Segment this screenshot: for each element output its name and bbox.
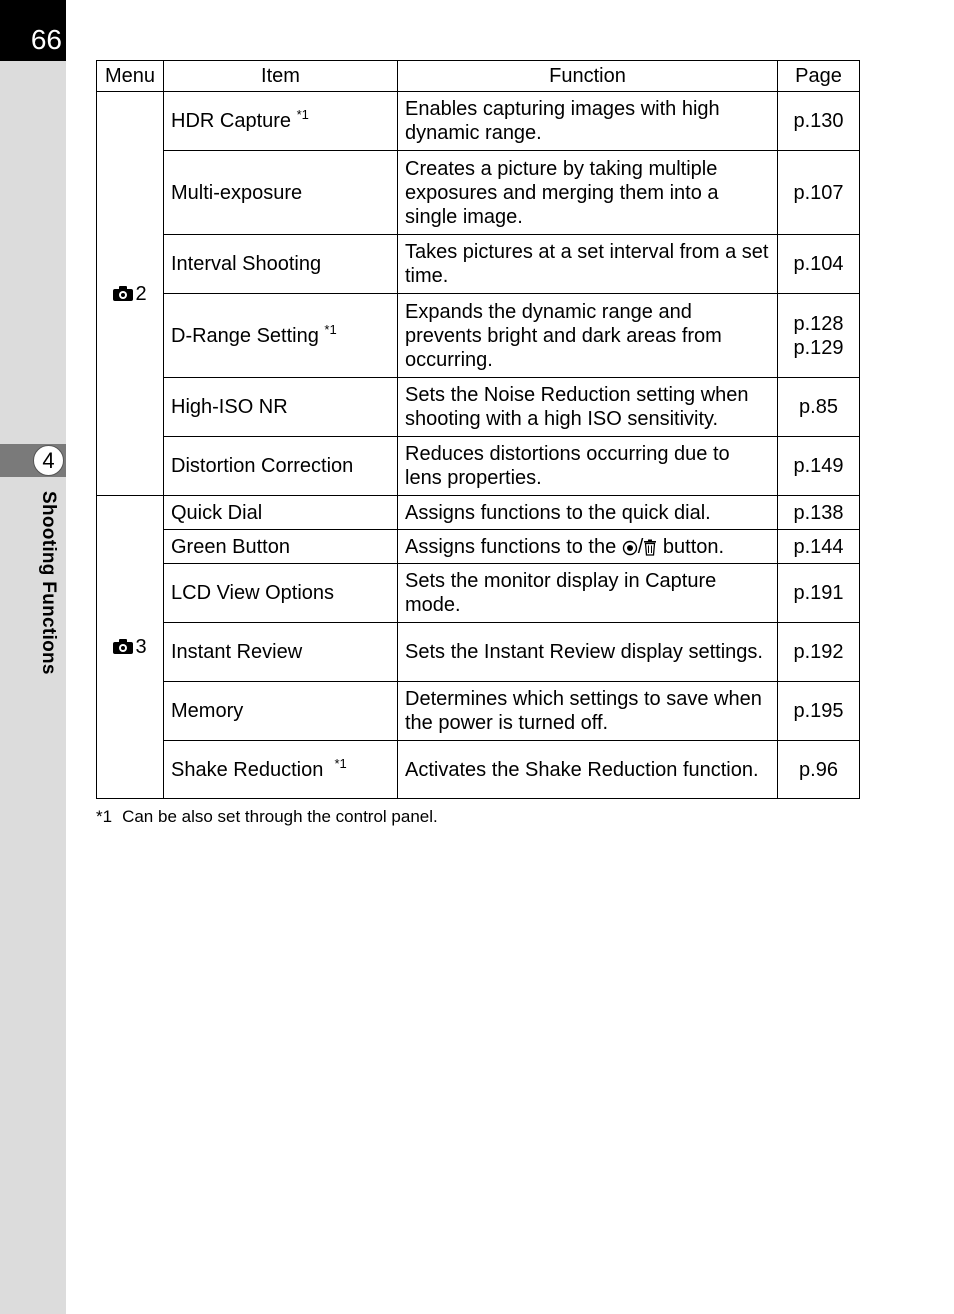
header-item: Item <box>164 61 398 92</box>
menu-cell-capture-3 <box>97 496 164 799</box>
chapter-sidebar <box>0 0 66 1314</box>
table-row <box>97 92 860 151</box>
table-row <box>97 530 860 564</box>
function-cell: Activates the Shake Reduction function. <box>398 741 778 799</box>
function-cell: Determines which settings to save when the power is turned off. <box>398 682 778 741</box>
table-row <box>97 294 860 378</box>
page-ref: p.149 <box>778 437 860 496</box>
item-cell: Instant Review <box>164 623 398 682</box>
item-cell: D-Range Setting $^{*1}$ <box>164 294 398 378</box>
table-row <box>97 496 860 530</box>
table-row <box>97 623 860 682</box>
page-ref: p.128 p.129 <box>778 294 860 378</box>
function-cell: Enables capturing images with high dynamic range. <box>398 92 778 151</box>
menu-number: 2 <box>135 282 147 305</box>
menu-number: 3 <box>135 636 147 658</box>
function-cell: Sets the Instant Review display settings. <box>398 623 778 682</box>
page-ref: p.191 <box>778 564 860 623</box>
item-cell: Green Button <box>164 530 398 564</box>
page-number: 66 <box>30 24 62 55</box>
page-ref: p.192 <box>778 623 860 682</box>
footnote-text: Can be also set through the control panel. <box>122 807 438 826</box>
function-cell: Creates a picture by taking multiple exposures and merging them into a single image. <box>398 151 778 235</box>
function-cell: Expands the dynamic range and prevents bright and dark areas from occurring. <box>398 294 778 378</box>
camera-icon <box>113 639 133 654</box>
item-cell: Shake Reduction $^{*1}$ <box>164 741 398 799</box>
function-cell: Takes pictures at a set interval from a set time. <box>398 235 778 294</box>
item-cell: Multi-exposure <box>164 151 398 235</box>
function-cell: Sets the Noise Reduction setting when shooting with a high ISO sensitivity. <box>398 378 778 437</box>
footnote-mark: *1 <box>324 321 337 337</box>
item-cell: Interval Shooting <box>164 235 398 294</box>
function-cell: Sets the monitor display in Capture mode. <box>398 564 778 623</box>
item-cell: Quick Dial <box>164 496 398 530</box>
header-menu: Menu <box>97 61 164 92</box>
footnote <box>96 807 438 827</box>
item-cell: Memory <box>164 682 398 741</box>
header-function: Function <box>398 61 778 92</box>
chapter-title: Shooting Functions <box>38 491 59 675</box>
menu-cell-capture-2 <box>97 92 164 496</box>
header-page: Page <box>778 61 860 92</box>
chapter-number: 4 <box>33 445 64 476</box>
table-row <box>97 564 860 623</box>
functions-table <box>96 60 860 799</box>
table-row <box>97 741 860 799</box>
table-row <box>97 235 860 294</box>
page-ref: p.85 <box>778 378 860 437</box>
page-ref: p.104 <box>778 235 860 294</box>
table-header-row <box>97 61 860 92</box>
page-ref: p.107 <box>778 151 860 235</box>
function-cell: Assigns functions to the quick dial. <box>398 496 778 530</box>
footnote-mark: *1 <box>334 755 347 771</box>
footnote-mark: *1 <box>96 807 113 826</box>
page-ref: p.144 <box>778 530 860 564</box>
function-cell: Reduces distortions occurring due to lens properties. <box>398 437 778 496</box>
item-cell: High-ISO NR <box>164 378 398 437</box>
green-button-icon <box>622 540 638 556</box>
page-ref: p.195 <box>778 682 860 741</box>
page-number-box <box>0 0 66 61</box>
footnote-mark: *1 <box>296 107 309 122</box>
table-row <box>97 437 860 496</box>
item-cell: Distortion Correction <box>164 437 398 496</box>
trash-icon <box>643 539 657 556</box>
page-ref: p.138 <box>778 496 860 530</box>
table-row <box>97 378 860 437</box>
page-ref: p.96 <box>778 741 860 799</box>
table-row <box>97 682 860 741</box>
table-row <box>97 151 860 235</box>
item-cell: HDR Capture $^{*1}$ <box>164 92 398 151</box>
function-cell: Assigns functions to the / button. <box>398 530 778 564</box>
page-ref: p.130 <box>778 92 860 151</box>
camera-icon <box>113 286 133 301</box>
item-cell: LCD View Options <box>164 564 398 623</box>
